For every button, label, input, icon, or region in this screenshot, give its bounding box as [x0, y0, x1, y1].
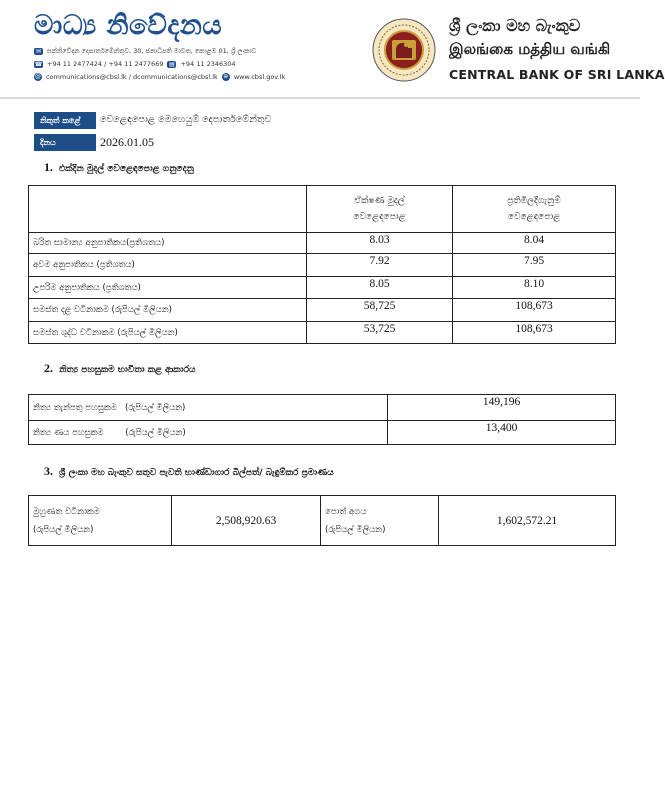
table-row [29, 322, 616, 344]
column-header-repo: ප්‍රතිමිලදීගැනුම් වෙළෙඳපොළ [453, 186, 616, 233]
section-1-title: එක්දින මුදල් වෙළෙඳපොළ ගනුදෙනු [59, 164, 194, 174]
section-2-heading [44, 361, 195, 376]
table-row [29, 277, 616, 299]
header-empty-cell [29, 186, 307, 233]
book-value-label: පොත් අගය (රුපියල් මිලියන) [321, 496, 439, 546]
table-row [29, 233, 616, 254]
table-row [29, 496, 616, 546]
fax-icon: ▤ [169, 60, 175, 68]
bank-name-english: CENTRAL BANK OF SRI LANKA [449, 67, 665, 82]
phone-text: +94 11 2477424 / +94 11 2477669 [47, 60, 164, 68]
email-text[interactable]: communications@cbsl.lk / dcommunications@cbsl.lk [46, 73, 218, 81]
section-1-number: 1. [44, 160, 53, 174]
row-label: නිත්‍ය තැන්පතු පහසුකම (රුපියල් මිලියන) [29, 395, 388, 421]
book-value: 1,602,572.21 [439, 496, 616, 546]
bank-name-tamil: இலங்கை மத்திய வங்கி [449, 40, 611, 58]
web-link[interactable]: www.cbsl.gov.lk [233, 73, 286, 81]
call-money-value: 8.03 [307, 233, 453, 254]
document-title: මාධ්‍ය නිවේදනය [34, 10, 223, 41]
date-label: දිනය [34, 134, 96, 151]
section-2-number: 2. [44, 361, 53, 375]
repo-value: 8.04 [453, 233, 616, 254]
globe-icon: ⊕ [223, 73, 229, 80]
central-bank-seal-icon [372, 18, 436, 82]
table-row [29, 395, 616, 421]
repo-value: 7.95 [453, 254, 616, 277]
section-1-heading [44, 160, 194, 175]
repo-value: 108,673 [453, 322, 616, 344]
repo-value: 108,673 [453, 299, 616, 322]
contact-phone-line [34, 60, 236, 68]
repo-value: 8.10 [453, 277, 616, 299]
row-label: උපරිම අනුපාතිකය (ප්‍රතිශතය) [29, 277, 307, 299]
section-3-heading [44, 464, 334, 479]
row-label: අවම අනුපාතිකය (ප්‍රතිශතය) [29, 254, 307, 277]
phone-icon: ☎ [34, 60, 43, 68]
table-row [29, 254, 616, 277]
call-money-value: 58,725 [307, 299, 453, 322]
date-value: 2026.01.05 [100, 135, 154, 149]
at-icon: @ [35, 73, 41, 80]
bank-name-sinhala: ශ්‍රී ලංකා මහ බැංකුව [449, 16, 581, 35]
call-money-value: 7.92 [307, 254, 453, 277]
table-row [29, 299, 616, 322]
address-line [34, 47, 256, 56]
section-3-title: ශ්‍රී ලංකා මහ බැංකුව සතුව පැවති භාණ්ඩාගාර බිල්පත්/ බැඳුම්කර ප්‍රමාණය [59, 468, 334, 478]
issued-by-label: නිකුත් කළේ [34, 112, 96, 129]
face-value-label: මුහුණත වටිනාකම (රුපියල් මිලියන) [29, 496, 172, 546]
table-header-row [29, 186, 616, 233]
section-2-title: නිත්‍ය පහසුකම භාවිතා කළ ආකාරය [59, 365, 196, 375]
facility-value: 149,196 [388, 395, 616, 421]
face-value: 2,508,920.63 [172, 496, 321, 546]
address-text: සන්නිවේදන දෙපාර්තමේන්තුව, 30, ජනාධිපති මාවත, කොළඹ 01, ශ්‍රී ලංකාව [47, 47, 257, 55]
row-label: සමස්ත ශුද්ධ වටිනාකම (රුපියල් මිලියන) [29, 322, 307, 344]
row-label: නිත්‍ය ණය පහසුකම (රුපියල් මිලියන) [29, 421, 388, 445]
call-money-value: 53,725 [307, 322, 453, 344]
issued-by-value: වෙළෙඳපොළ මෙහෙයුම් දෙපාර්තමේන්තුව [100, 114, 272, 125]
column-header-call-money: ඒක්ෂණ මුදල් වෙළෙඳපොළ [307, 186, 453, 233]
header-divider [0, 97, 640, 99]
money-market-table [28, 185, 616, 344]
contact-email-line [34, 73, 285, 81]
facility-value: 13,400 [388, 421, 616, 445]
standing-facility-table [28, 394, 616, 445]
envelope-icon: ✉ [35, 48, 42, 55]
row-label: බරිත සාමාන්‍ය අනුපාතිකය(ප්‍රතිශතය) [29, 233, 307, 254]
fax-text: +94 11 2346304 [180, 60, 236, 68]
section-3-number: 3. [44, 464, 53, 478]
call-money-value: 8.05 [307, 277, 453, 299]
table-row [29, 421, 616, 445]
row-label: සමස්ත දළ වටිනාකම (රුපියල් මිලියන) [29, 299, 307, 322]
treasury-holdings-table [28, 495, 616, 546]
